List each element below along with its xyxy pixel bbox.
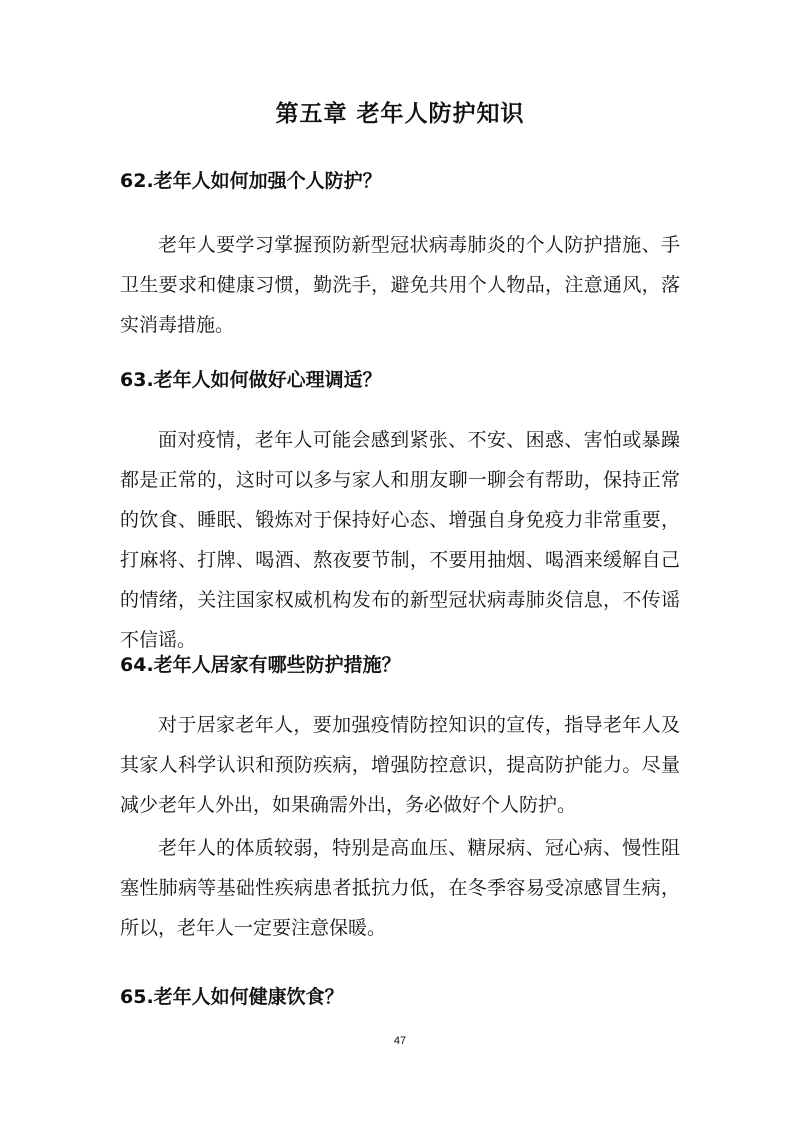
- question-heading-63: 63.老年人如何做好心理调适？: [120, 369, 382, 391]
- question-heading-62: 62.老年人如何加强个人防护？: [120, 170, 382, 192]
- question-heading-65: 65.老年人如何健康饮食？: [120, 986, 344, 1008]
- answer-paragraph-63: 面对疫情，老年人可能会感到紧张、不安、困惑、害怕或暴躁都是正常的，这时可以多与家人和朋友聊一聊会有帮助，保持正常的饮食、睡眠、锻炼对于保持好心态、增强自身免疫力非常重要，打麻将、打牌、喝酒、熬夜要节制，不要用抽烟、喝酒来缓解自己的情绪，关注国家权威机构发布的新型冠状病毒肺炎信息，不传谣不信谣。: [120, 429, 680, 651]
- answer-paragraph-62: 老年人要学习掌握预防新型冠状病毒肺炎的个人防护措施、手卫生要求和健康习惯，勤洗手，避免共用个人物品，注意通风，落实消毒措施。: [120, 234, 680, 336]
- page-number: 47: [393, 1035, 407, 1047]
- answer-paragraph-64-1: 对于居家老年人，要加强疫情防控知识的宣传，指导老年人及其家人科学认识和预防疾病，增强防控意识，提高防护能力。尽量减少老年人外出，如果确需外出，务必做好个人防护。: [120, 714, 680, 816]
- chapter-title: 第五章 老年人防护知识: [275, 101, 525, 127]
- question-heading-64: 64.老年人居家有哪些防护措施？: [120, 654, 401, 676]
- answer-paragraph-64-2: 老年人的体质较弱，特别是高血压、糖尿病、冠心病、慢性阻塞性肺病等基础性疾病患者抵抗力低，在冬季容易受凉感冒生病，所以，老年人一定要注意保暖。: [120, 837, 680, 939]
